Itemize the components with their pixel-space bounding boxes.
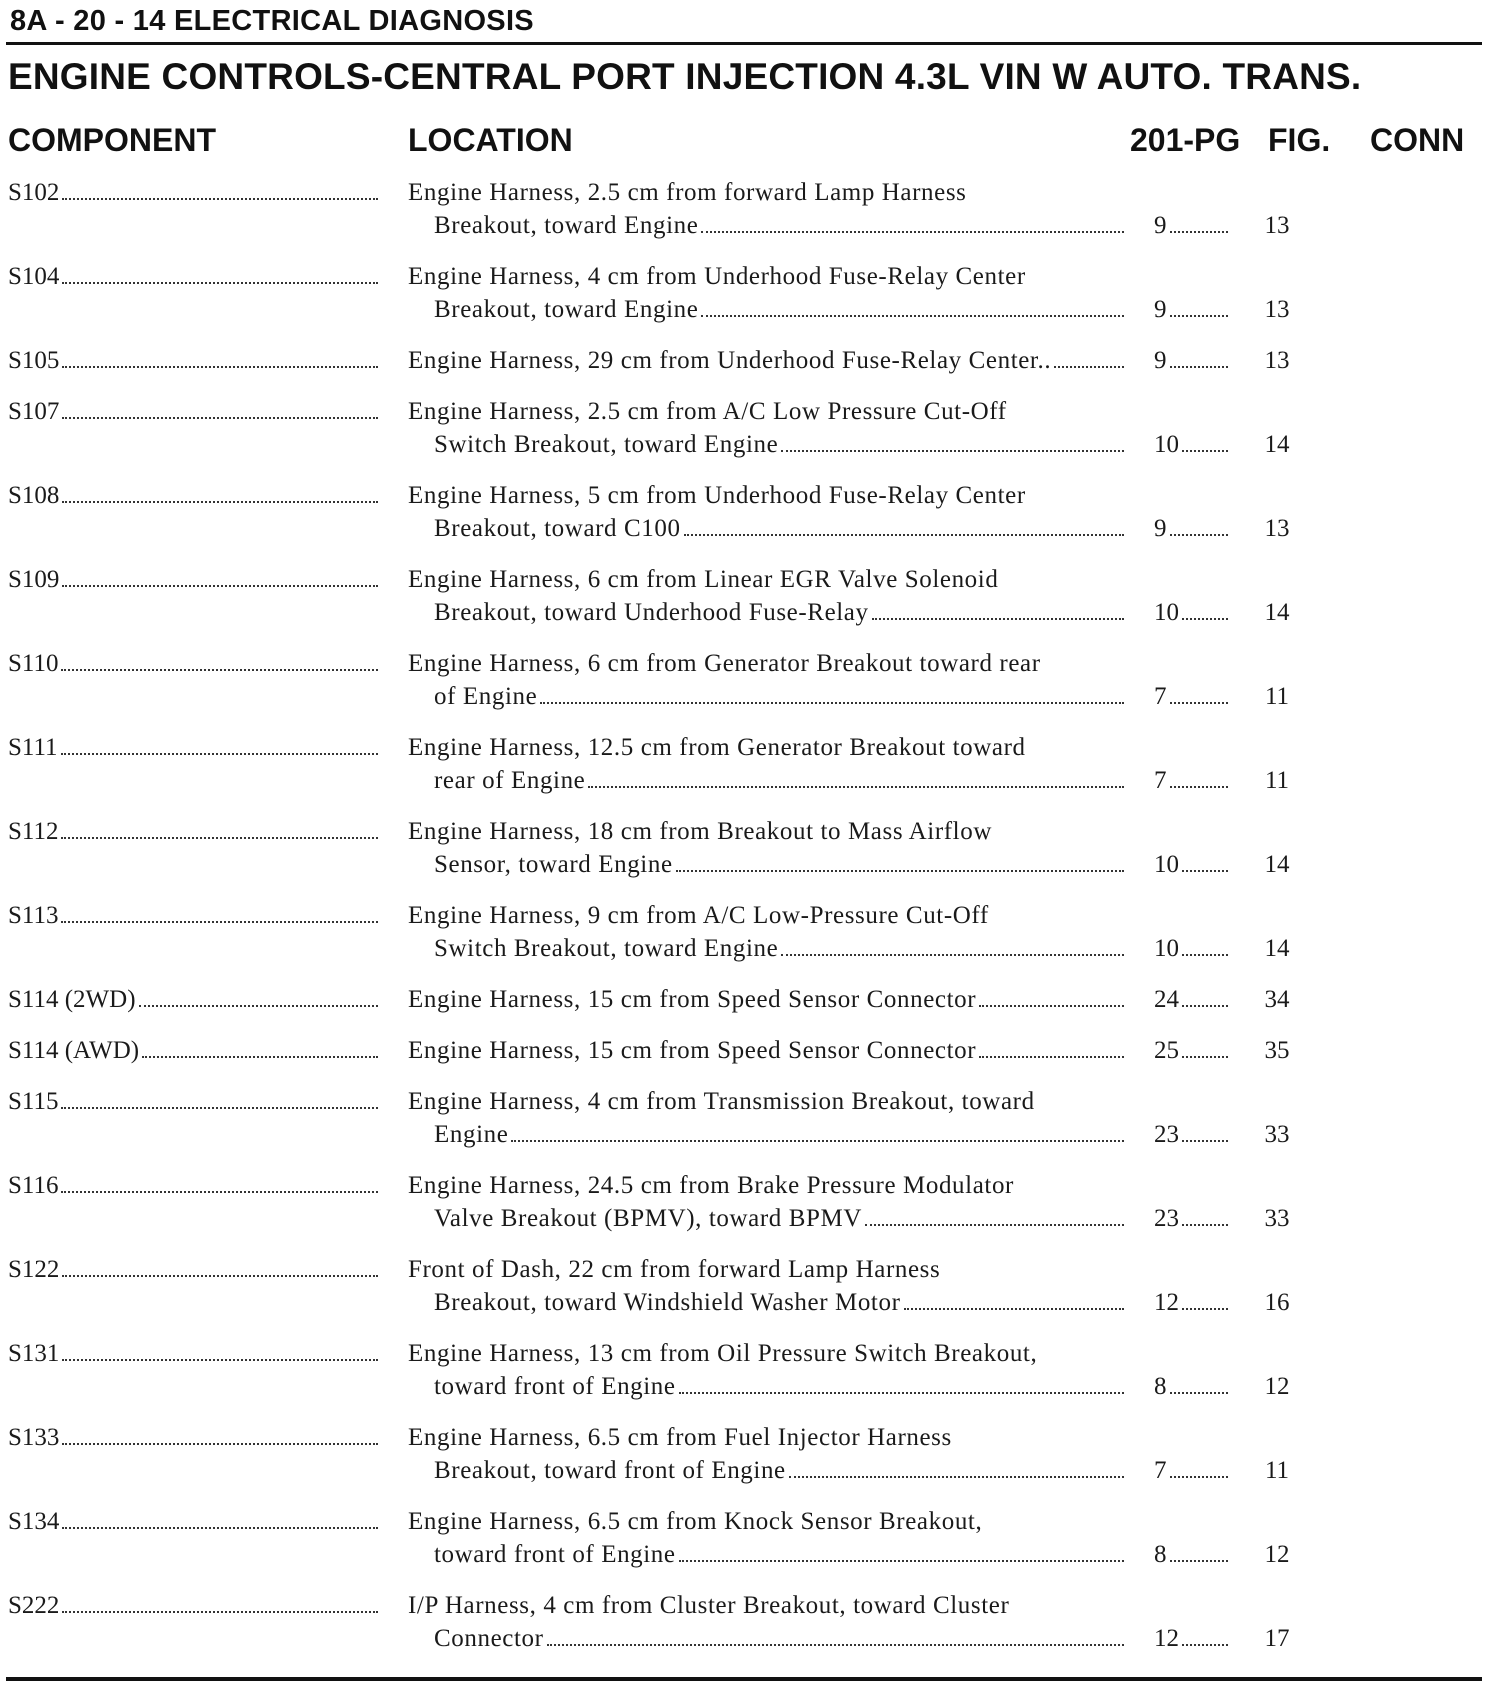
figure-number: 17 (1264, 1625, 1290, 1652)
location-line (434, 932, 1128, 965)
table-row (0, 563, 1488, 629)
component-label: S104 (8, 263, 60, 290)
component-cell (8, 176, 382, 209)
table-row (0, 479, 1488, 545)
location-line (434, 1118, 1128, 1151)
column-header-fig: FIG. (1268, 122, 1331, 158)
bottom-rule (6, 1677, 1482, 1681)
location-line (434, 1622, 1128, 1655)
page-cell (1154, 1622, 1232, 1655)
page-number: 12 (1154, 1625, 1179, 1652)
figure-number: 11 (1264, 1457, 1290, 1484)
table-row (0, 899, 1488, 965)
dot-leader (61, 669, 378, 671)
location-text: Engine Harness, 6 cm from Linear EGR Valve Solenoid (408, 566, 999, 593)
page-cell (1154, 1370, 1232, 1403)
dot-leader (1182, 1140, 1228, 1142)
location-line (434, 848, 1128, 881)
figure-number: 13 (1264, 347, 1290, 374)
location-text: Engine Harness, 6.5 cm from Knock Sensor Breakout, (408, 1508, 983, 1535)
table-row (0, 395, 1488, 461)
dot-leader (547, 1644, 1124, 1646)
table-row (0, 1034, 1488, 1067)
page-number: 7 (1154, 683, 1167, 710)
figure-number: 14 (1264, 431, 1290, 458)
dot-leader (1170, 534, 1229, 536)
component-cell (8, 479, 382, 512)
location-text: Breakout, toward C100 (434, 515, 681, 542)
component-label: S133 (8, 1424, 60, 1451)
component-label: S113 (8, 902, 59, 929)
location-text: Engine Harness, 2.5 cm from A/C Low Pressure Cut-Off (408, 398, 1007, 425)
figure-number: 33 (1264, 1121, 1290, 1148)
dot-leader (62, 1275, 378, 1277)
table-row (0, 647, 1488, 713)
column-header-component: COMPONENT (8, 122, 216, 158)
component-cell (8, 395, 382, 428)
dot-leader (701, 231, 1124, 233)
location-text: Engine Harness, 15 cm from Speed Sensor Connector (408, 1037, 977, 1064)
location-line (434, 1202, 1128, 1235)
component-label: S116 (8, 1172, 59, 1199)
dot-leader (679, 1392, 1124, 1394)
table-row (0, 1337, 1488, 1403)
component-cell (8, 1034, 382, 1067)
page-title: ENGINE CONTROLS-CENTRAL PORT INJECTION 4.3L VIN W AUTO. TRANS. (8, 56, 1362, 97)
dot-leader (979, 1005, 1124, 1007)
figure-number: 14 (1264, 599, 1290, 626)
figure-number: 14 (1264, 851, 1290, 878)
location-text: Engine (434, 1121, 509, 1148)
location-line (434, 1370, 1128, 1403)
component-label: S115 (8, 1088, 59, 1115)
page-cell (1154, 1286, 1232, 1319)
component-cell (8, 1169, 382, 1202)
dot-leader (62, 1443, 378, 1445)
dot-leader (61, 837, 378, 839)
component-location-table (0, 176, 1488, 1673)
component-cell (8, 1253, 382, 1286)
dot-leader (1182, 954, 1228, 956)
dot-leader (1054, 366, 1124, 368)
location-text: Engine Harness, 5 cm from Underhood Fuse-Relay Center (408, 482, 1026, 509)
component-label: S134 (8, 1508, 60, 1535)
table-row (0, 1421, 1488, 1487)
table-row (0, 731, 1488, 797)
page-number: 7 (1154, 1457, 1167, 1484)
page-number: 10 (1154, 851, 1179, 878)
location-text: toward front of Engine (434, 1541, 676, 1568)
location-line (434, 428, 1128, 461)
dot-leader (588, 786, 1124, 788)
dot-leader (789, 1476, 1124, 1478)
dot-leader (1182, 1308, 1228, 1310)
location-text: Engine Harness, 2.5 cm from forward Lamp Harness (408, 179, 967, 206)
page-number: 23 (1154, 1121, 1179, 1148)
page-cell (1154, 680, 1232, 713)
location-text: of Engine (434, 683, 538, 710)
location-text: Engine Harness, 15 cm from Speed Sensor Connector (408, 986, 977, 1013)
component-label: S105 (8, 347, 60, 374)
location-text: Engine Harness, 18 cm from Breakout to Mass Airflow (408, 818, 992, 845)
page-number: 12 (1154, 1289, 1179, 1316)
location-text: Engine Harness, 29 cm from Underhood Fuse-Relay Center.. (408, 347, 1052, 374)
dot-leader (61, 921, 378, 923)
component-label: S111 (8, 734, 58, 761)
figure-number: 12 (1264, 1541, 1290, 1568)
location-text: toward front of Engine (434, 1373, 676, 1400)
figure-number: 13 (1264, 296, 1290, 323)
location-text: Switch Breakout, toward Engine (434, 935, 779, 962)
page-cell (1154, 848, 1232, 881)
dot-leader (679, 1560, 1124, 1562)
location-text: Breakout, toward Windshield Washer Motor (434, 1289, 901, 1316)
location-text: Breakout, toward front of Engine (434, 1457, 786, 1484)
page-cell (1154, 1034, 1232, 1067)
component-label: S112 (8, 818, 59, 845)
dot-leader (511, 1140, 1124, 1142)
page-number: 9 (1154, 515, 1167, 542)
component-cell (8, 344, 382, 377)
page-number: 7 (1154, 767, 1167, 794)
dot-leader (1182, 1056, 1228, 1058)
page-number: 24 (1154, 986, 1179, 1013)
page-cell (1154, 764, 1232, 797)
page-number: 9 (1154, 296, 1167, 323)
location-text: Engine Harness, 9 cm from A/C Low-Pressure Cut-Off (408, 902, 989, 929)
location-text: Breakout, toward Engine (434, 212, 699, 239)
dot-leader (62, 585, 378, 587)
dot-leader (1182, 450, 1228, 452)
dot-leader (62, 1527, 378, 1529)
component-cell (8, 1085, 382, 1118)
dot-leader (1182, 618, 1228, 620)
dot-leader (62, 366, 378, 368)
location-text: Breakout, toward Underhood Fuse-Relay (434, 599, 869, 626)
page-number: 9 (1154, 212, 1167, 239)
component-cell (8, 815, 382, 848)
component-cell (8, 983, 382, 1016)
page-header (6, 0, 1482, 103)
section-heading: 8A - 20 - 14 ELECTRICAL DIAGNOSIS (6, 0, 1482, 45)
dot-leader (872, 618, 1124, 620)
table-row (0, 815, 1488, 881)
column-header-pg: 201-PG (1130, 122, 1241, 158)
page-cell (1154, 428, 1232, 461)
page-cell (1154, 1538, 1232, 1571)
dot-leader (62, 417, 378, 419)
dot-leader (684, 534, 1124, 536)
dot-leader (62, 1611, 378, 1613)
location-text: Engine Harness, 4 cm from Transmission Breakout, toward (408, 1088, 1035, 1115)
figure-number: 12 (1264, 1373, 1290, 1400)
component-label: S222 (8, 1592, 60, 1619)
dot-leader (1170, 231, 1229, 233)
page-cell (1154, 344, 1232, 377)
component-cell (8, 1421, 382, 1454)
location-line (434, 209, 1128, 242)
dot-leader (676, 870, 1124, 872)
dot-leader (865, 1224, 1124, 1226)
figure-number: 13 (1264, 515, 1290, 542)
dot-leader (1170, 1476, 1229, 1478)
location-text: Engine Harness, 24.5 cm from Brake Pressure Modulator (408, 1172, 1014, 1199)
column-header-conn: CONN (1370, 122, 1465, 158)
component-cell (8, 899, 382, 932)
figure-number: 11 (1264, 683, 1290, 710)
page-cell (1154, 1454, 1232, 1487)
location-line (434, 1454, 1128, 1487)
table-row (0, 1253, 1488, 1319)
dot-leader (61, 753, 378, 755)
location-text: rear of Engine (434, 767, 586, 794)
figure-number: 34 (1264, 986, 1290, 1013)
page-cell (1154, 932, 1232, 965)
location-text: Engine Harness, 13 cm from Oil Pressure Switch Breakout, (408, 1340, 1038, 1367)
location-line (434, 1286, 1128, 1319)
page-cell (1154, 1202, 1232, 1235)
component-label: S108 (8, 482, 60, 509)
table-row (0, 1505, 1488, 1571)
component-cell (8, 647, 382, 680)
component-cell (8, 1589, 382, 1622)
dot-leader (62, 501, 378, 503)
dot-leader (61, 1191, 378, 1193)
component-label: S131 (8, 1340, 60, 1367)
figure-number: 14 (1264, 935, 1290, 962)
dot-leader (1182, 1224, 1228, 1226)
dot-leader (904, 1308, 1124, 1310)
dot-leader (1170, 1392, 1229, 1394)
location-text: Engine Harness, 12.5 cm from Generator Breakout toward (408, 734, 1026, 761)
dot-leader (1170, 1560, 1229, 1562)
dot-leader (1182, 1644, 1228, 1646)
dot-leader (1170, 702, 1229, 704)
dot-leader (62, 198, 378, 200)
page-number: 8 (1154, 1373, 1167, 1400)
location-text: Front of Dash, 22 cm from forward Lamp Harness (408, 1256, 941, 1283)
location-line (408, 983, 1128, 1016)
location-line (434, 512, 1128, 545)
table-row (0, 344, 1488, 377)
location-text: Engine Harness, 6 cm from Generator Breakout toward rear (408, 650, 1041, 677)
figure-number: 13 (1264, 212, 1290, 239)
component-label: S110 (8, 650, 59, 677)
dot-leader (1170, 366, 1229, 368)
component-cell (8, 563, 382, 596)
page-cell (1154, 596, 1232, 629)
page-number: 9 (1154, 347, 1167, 374)
figure-number: 11 (1264, 767, 1290, 794)
page-number: 23 (1154, 1205, 1179, 1232)
location-text: Connector (434, 1625, 544, 1652)
location-line (434, 764, 1128, 797)
dot-leader (781, 450, 1124, 452)
table-row (0, 1589, 1488, 1655)
dot-leader (1182, 1005, 1228, 1007)
column-headers (0, 122, 1488, 162)
page-cell (1154, 983, 1232, 1016)
location-line (408, 344, 1128, 377)
location-text: Engine Harness, 4 cm from Underhood Fuse-Relay Center (408, 263, 1026, 290)
component-label: S102 (8, 179, 60, 206)
figure-number: 35 (1264, 1037, 1290, 1064)
location-text: Sensor, toward Engine (434, 851, 673, 878)
component-cell (8, 731, 382, 764)
page-cell (1154, 1118, 1232, 1151)
page-number: 10 (1154, 431, 1179, 458)
table-row (0, 1169, 1488, 1235)
page-number: 25 (1154, 1037, 1179, 1064)
figure-number: 16 (1264, 1289, 1290, 1316)
table-row (0, 1085, 1488, 1151)
table-row (0, 260, 1488, 326)
location-text: I/P Harness, 4 cm from Cluster Breakout, toward Cluster (408, 1592, 1010, 1619)
page-cell (1154, 512, 1232, 545)
location-text: Valve Breakout (BPMV), toward BPMV (434, 1205, 863, 1232)
component-cell (8, 1505, 382, 1538)
component-label: S114 (AWD) (8, 1037, 140, 1064)
component-label: S109 (8, 566, 60, 593)
dot-leader (61, 1107, 378, 1109)
dot-leader (1170, 315, 1229, 317)
dot-leader (979, 1056, 1124, 1058)
dot-leader (781, 954, 1124, 956)
dot-leader (142, 1056, 378, 1058)
dot-leader (1170, 786, 1229, 788)
component-label: S114 (2WD) (8, 986, 136, 1013)
location-text: Engine Harness, 6.5 cm from Fuel Injector Harness (408, 1424, 952, 1451)
dot-leader (701, 315, 1124, 317)
table-row (0, 176, 1488, 242)
location-text: Breakout, toward Engine (434, 296, 699, 323)
component-cell (8, 260, 382, 293)
dot-leader (1182, 870, 1228, 872)
dot-leader (62, 1359, 378, 1361)
page-cell (1154, 209, 1232, 242)
page-number: 10 (1154, 935, 1179, 962)
column-header-location: LOCATION (408, 122, 573, 158)
location-text: Switch Breakout, toward Engine (434, 431, 779, 458)
location-line (408, 1034, 1128, 1067)
location-line (434, 680, 1128, 713)
dot-leader (139, 1005, 378, 1007)
component-label: S122 (8, 1256, 60, 1283)
page-cell (1154, 293, 1232, 326)
location-line (434, 293, 1128, 326)
component-cell (8, 1337, 382, 1370)
dot-leader (540, 702, 1124, 704)
location-line (434, 1538, 1128, 1571)
page-number: 10 (1154, 599, 1179, 626)
location-line (434, 596, 1128, 629)
component-label: S107 (8, 398, 60, 425)
dot-leader (62, 282, 378, 284)
figure-number: 33 (1264, 1205, 1290, 1232)
table-row (0, 983, 1488, 1016)
page-number: 8 (1154, 1541, 1167, 1568)
